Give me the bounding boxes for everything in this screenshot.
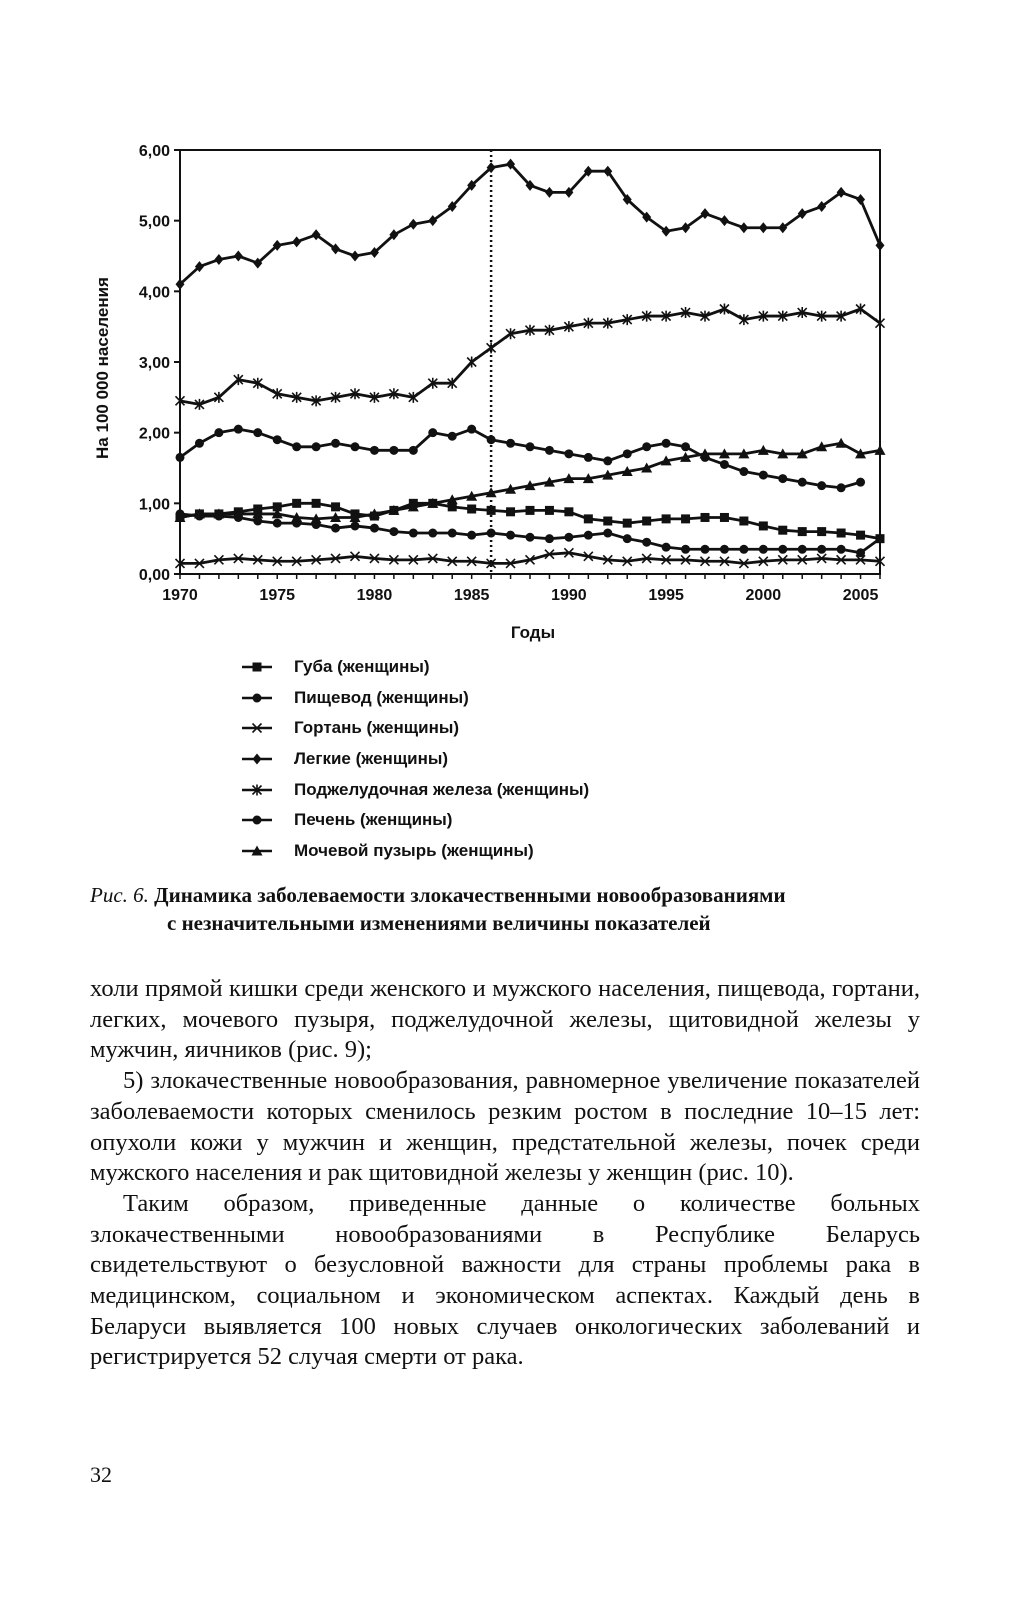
data-point bbox=[759, 545, 768, 554]
data-point bbox=[584, 514, 593, 523]
data-point bbox=[331, 524, 340, 533]
data-point bbox=[642, 538, 651, 547]
y-tick-label: 2,00 bbox=[138, 425, 170, 443]
legend-marker-icon bbox=[240, 718, 292, 738]
data-point bbox=[798, 478, 807, 487]
data-point bbox=[487, 506, 496, 515]
legend-item bbox=[240, 683, 720, 714]
legend-label: Поджелудочная железа (женщины) bbox=[294, 779, 590, 799]
data-point bbox=[467, 425, 476, 434]
body-text bbox=[90, 974, 920, 1373]
x-tick-label: 1985 bbox=[453, 587, 490, 604]
legend-marker-icon bbox=[240, 688, 292, 708]
y-tick-label: 4,00 bbox=[138, 284, 170, 302]
data-point bbox=[467, 357, 476, 368]
data-point bbox=[351, 442, 360, 451]
legend-label: Гортань (женщины) bbox=[294, 718, 460, 738]
line-chart bbox=[0, 0, 1019, 650]
data-point bbox=[778, 545, 787, 554]
data-point bbox=[778, 526, 787, 535]
series-4 bbox=[176, 159, 885, 290]
data-point bbox=[623, 449, 632, 458]
data-point bbox=[331, 439, 340, 448]
data-point bbox=[487, 529, 496, 538]
data-point bbox=[662, 543, 671, 552]
data-point bbox=[312, 442, 321, 451]
data-point bbox=[798, 545, 807, 554]
data-point bbox=[759, 222, 768, 233]
data-point bbox=[409, 446, 418, 455]
paragraph-3: Таким образом, приведенные данные о количестве больных злокачественными новообразованиями в Республике Беларусь свидетельствуют о безусловной важности для страны проблемы рака в медицинском, социальном и экономическом аспектах. Каждый день в Беларуси выявляется 100 новых случаев онкологических заболеваний и регистрируется 52 случая смерти от рака. bbox=[90, 1189, 920, 1371]
data-point bbox=[545, 187, 554, 198]
data-point bbox=[817, 527, 826, 536]
legend-marker-icon bbox=[240, 657, 292, 677]
chart-legend bbox=[240, 652, 720, 866]
legend-symbol bbox=[253, 663, 262, 672]
data-point bbox=[701, 513, 710, 522]
legend-symbol bbox=[253, 816, 262, 825]
data-point bbox=[409, 529, 418, 538]
data-point bbox=[195, 439, 204, 448]
data-point bbox=[739, 517, 748, 526]
data-point bbox=[428, 529, 437, 538]
x-axis-label: Годы bbox=[510, 623, 556, 642]
legend-label: Мочевой пузырь (женщины) bbox=[294, 840, 534, 860]
data-point bbox=[642, 517, 651, 526]
data-point bbox=[292, 442, 301, 451]
data-point bbox=[545, 506, 554, 515]
series-5 bbox=[176, 304, 885, 410]
data-point bbox=[176, 453, 185, 462]
data-point bbox=[409, 219, 418, 230]
chart-series bbox=[175, 159, 886, 568]
y-tick-label: 1,00 bbox=[138, 496, 170, 514]
y-tick-label: 6,00 bbox=[138, 143, 170, 160]
data-point bbox=[623, 534, 632, 543]
legend-item bbox=[240, 836, 720, 867]
data-point bbox=[506, 439, 515, 448]
legend-item bbox=[240, 744, 720, 775]
data-point bbox=[681, 514, 690, 523]
data-point bbox=[234, 251, 243, 262]
data-point bbox=[584, 453, 593, 462]
legend-item bbox=[240, 805, 720, 836]
data-point bbox=[876, 318, 885, 329]
y-tick-label: 0,00 bbox=[138, 567, 170, 584]
caption-line-2: с незначительными изменениями величины показателей bbox=[167, 911, 711, 935]
legend-label: Губа (женщины) bbox=[294, 657, 430, 677]
data-point bbox=[506, 507, 515, 516]
series-line bbox=[180, 553, 880, 564]
legend-marker-icon bbox=[240, 841, 292, 861]
data-point bbox=[526, 506, 535, 515]
data-point bbox=[428, 428, 437, 437]
x-tick-label: 1975 bbox=[259, 587, 296, 604]
data-point bbox=[292, 236, 301, 247]
data-point bbox=[720, 513, 729, 522]
x-tick-label: 1995 bbox=[648, 587, 684, 604]
series-6 bbox=[176, 425, 866, 493]
data-point bbox=[448, 529, 457, 538]
data-point bbox=[526, 533, 535, 542]
data-point bbox=[739, 467, 748, 476]
caption-line-1: Динамика заболеваемости злокачественными новообразованиями bbox=[154, 883, 786, 907]
data-point bbox=[214, 254, 223, 265]
data-point bbox=[720, 460, 729, 469]
data-point bbox=[623, 519, 632, 528]
y-tick-label: 5,00 bbox=[138, 213, 170, 231]
data-point bbox=[837, 483, 846, 492]
data-point bbox=[720, 215, 729, 226]
x-tick-label: 2005 bbox=[842, 587, 879, 604]
data-point bbox=[389, 527, 398, 536]
legend-item bbox=[240, 713, 720, 744]
x-tick-label: 1970 bbox=[162, 587, 198, 604]
legend-label: Легкие (женщины) bbox=[294, 749, 449, 769]
data-point bbox=[681, 545, 690, 554]
legend-label: Пищевод (женщины) bbox=[294, 687, 469, 707]
data-point bbox=[292, 499, 301, 508]
data-point bbox=[759, 521, 768, 530]
data-point bbox=[351, 521, 360, 530]
data-point bbox=[234, 425, 243, 434]
y-axis-label: На 100 000 населения bbox=[93, 277, 112, 459]
data-point bbox=[603, 517, 612, 526]
page-number: 32 bbox=[90, 1462, 112, 1487]
data-point bbox=[564, 533, 573, 542]
data-point bbox=[642, 442, 651, 451]
data-point bbox=[312, 499, 321, 508]
figure-caption bbox=[90, 881, 920, 937]
series-line bbox=[180, 429, 861, 488]
series-3 bbox=[176, 548, 885, 568]
legend-item bbox=[240, 652, 720, 683]
figure-label: Рис. 6. bbox=[90, 883, 149, 907]
legend-marker-icon bbox=[240, 749, 292, 769]
data-point bbox=[739, 545, 748, 554]
data-point bbox=[584, 531, 593, 540]
data-point bbox=[564, 507, 573, 516]
data-point bbox=[798, 527, 807, 536]
data-point bbox=[253, 428, 262, 437]
data-point bbox=[506, 531, 515, 540]
data-point bbox=[331, 502, 340, 511]
data-point bbox=[526, 442, 535, 451]
data-point bbox=[370, 446, 379, 455]
legend-label: Печень (женщины) bbox=[294, 810, 453, 830]
data-point bbox=[662, 514, 671, 523]
data-point bbox=[487, 435, 496, 444]
data-point bbox=[739, 222, 748, 233]
data-point bbox=[370, 524, 379, 533]
data-point bbox=[856, 478, 865, 487]
data-point bbox=[759, 471, 768, 480]
data-point bbox=[817, 481, 826, 490]
data-point bbox=[856, 531, 865, 540]
legend-marker-icon bbox=[240, 780, 292, 800]
x-tick-label: 2000 bbox=[745, 587, 782, 604]
data-point bbox=[273, 435, 282, 444]
x-tick-label: 1990 bbox=[551, 587, 587, 604]
y-tick-label: 3,00 bbox=[138, 355, 170, 372]
data-point bbox=[467, 531, 476, 540]
data-point bbox=[564, 449, 573, 458]
data-point bbox=[817, 545, 826, 554]
paragraph-1: холи прямой кишки среди женского и мужского населения, пищевода, гортани, легких, мочевого пузыря, поджелудочной железы, щитовидной железы у мужчин, яичников (рис. 9); bbox=[90, 975, 920, 1064]
x-tick-label: 1980 bbox=[356, 587, 393, 604]
legend-symbol bbox=[253, 693, 262, 702]
legend-symbol bbox=[253, 754, 262, 765]
data-point bbox=[603, 529, 612, 538]
data-point bbox=[876, 534, 885, 543]
data-point bbox=[603, 456, 612, 465]
series-2 bbox=[176, 509, 885, 557]
paragraph-2: 5) злокачественные новообразования, равномерное увеличение показателей заболеваемости которых сменилось резким ростом в последние 10–15 лет: опухоли кожи у мужчин и женщин, предстательной железы, почек среди мужского населения и рак щитовидной железы у женщин (рис. 10). bbox=[90, 1067, 920, 1187]
data-point bbox=[351, 251, 360, 262]
data-point bbox=[214, 428, 223, 437]
legend-marker-icon bbox=[240, 810, 292, 830]
data-point bbox=[778, 474, 787, 483]
data-point bbox=[273, 519, 282, 528]
data-point bbox=[837, 545, 846, 554]
data-point bbox=[701, 545, 710, 554]
data-point bbox=[389, 446, 398, 455]
data-point bbox=[545, 446, 554, 455]
data-point bbox=[448, 432, 457, 441]
data-point bbox=[545, 534, 554, 543]
legend-item bbox=[240, 774, 720, 805]
data-point bbox=[681, 442, 690, 451]
series-line bbox=[180, 309, 880, 404]
data-point bbox=[837, 529, 846, 538]
data-point bbox=[720, 545, 729, 554]
data-point bbox=[662, 439, 671, 448]
data-point bbox=[467, 504, 476, 513]
data-point bbox=[487, 342, 496, 353]
